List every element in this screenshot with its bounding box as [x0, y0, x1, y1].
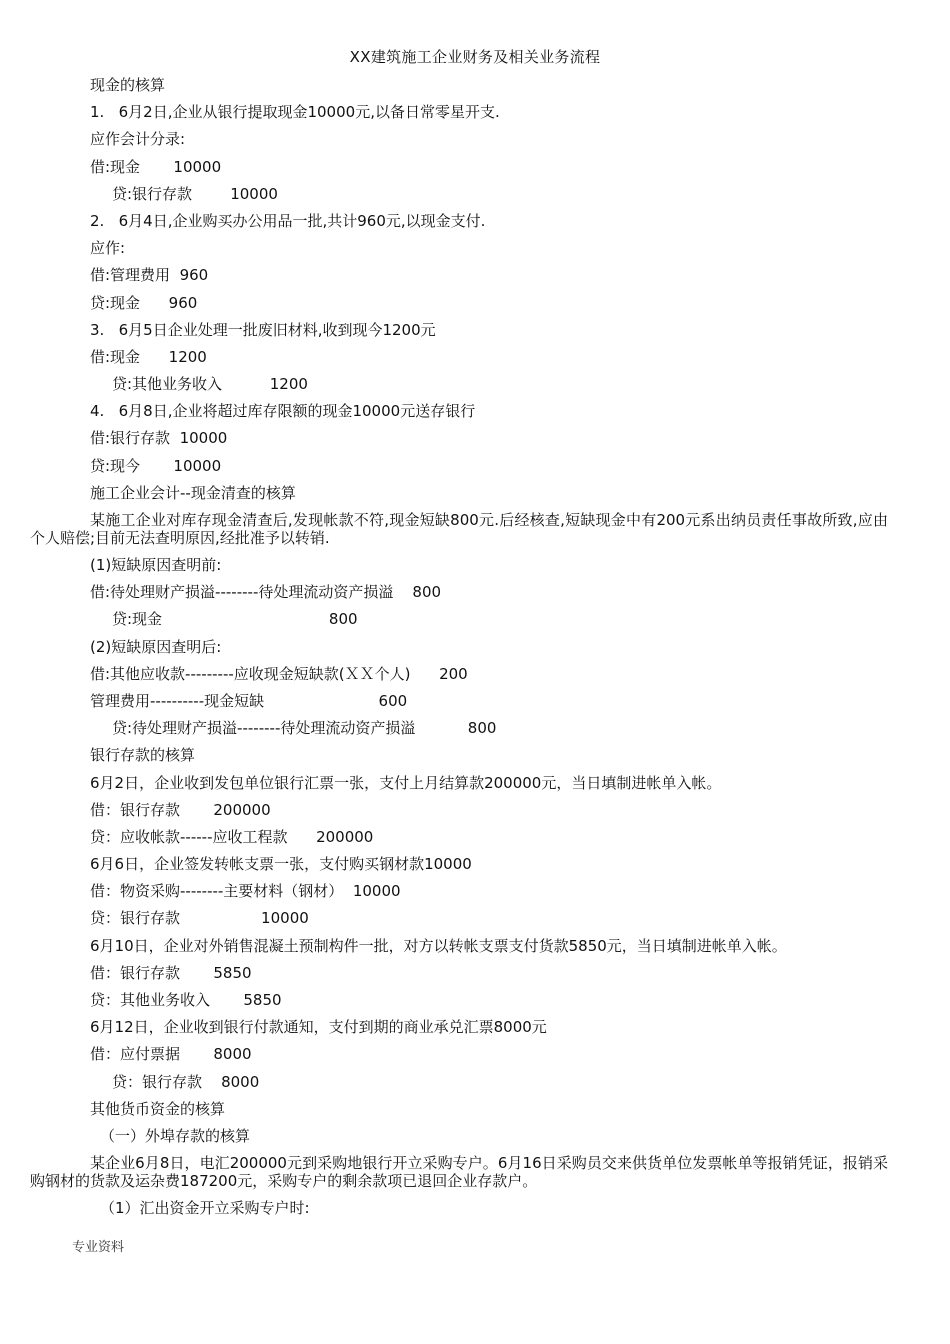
text-line: 应作: [90, 239, 126, 258]
debit-entry: 借:其他应收款---------应收现金短缺款(ＸＸ个人) 200 [90, 664, 468, 683]
debit-entry: 借：应付票据 8000 [90, 1045, 252, 1064]
text-line: 应作会计分录: [90, 130, 186, 149]
credit-entry: 贷:银行存款 10000 [112, 184, 278, 203]
text-line: 6月6日，企业签发转帐支票一张，支付购买钢材款10000 [90, 855, 472, 874]
credit-entry: 贷：银行存款 10000 [90, 909, 309, 928]
section-heading: 施工企业会计--现金清查的核算 [90, 483, 296, 502]
section-heading: 银行存款的核算 [90, 746, 196, 765]
credit-entry: 贷:其他业务收入 1200 [112, 375, 308, 394]
text-line: (1)短缺原因查明前: [90, 556, 222, 574]
debit-entry: 借:银行存款 10000 [90, 429, 228, 448]
paragraph: 某施工企业对库存现金清查后,发现帐款不符,现金短缺800元.后经核查,短缺现金中有200元系出纳员责任事故所致,应由个人赔偿;目前无法查明原因,经批准予以转销. [30, 511, 888, 547]
text-line: 6月2日，企业收到发包单位银行汇票一张，支付上月结算款200000元，当日填制进帐单入帐。 [90, 773, 722, 792]
text-line: （1）汇出资金开立采购专户时: [100, 1199, 310, 1218]
debit-entry: 借：物资采购--------主要材料（钢材） 10000 [90, 882, 401, 901]
credit-entry: 贷：银行存款 8000 [112, 1072, 260, 1091]
document-body [0, 72, 950, 1222]
debit-entry: 借:现金 1200 [90, 347, 207, 366]
text-line: 1. 6月2日,企业从银行提取现金10000元,以备日常零星开支. [90, 103, 500, 122]
text-line: (2)短缺原因查明后: [90, 637, 222, 656]
debit-entry: 借:管理费用 960 [90, 266, 209, 285]
debit-entry: 借：银行存款 5850 [90, 963, 252, 982]
credit-entry: 贷：应收帐款------应收工程款 200000 [90, 827, 374, 846]
debit-entry: 借:现金 10000 [90, 157, 222, 176]
text-line: 3. 6月5日企业处理一批废旧材料,收到现今1200元 [90, 320, 436, 339]
text-line: 2. 6月4日,企业购买办公用品一批,共计960元,以现金支付. [90, 211, 486, 230]
credit-entry: 贷:现金 800 [112, 610, 358, 629]
page-footer: 专业资料 [72, 1240, 125, 1255]
paragraph: 某企业6月8日，电汇200000元到采购地银行开立采购专户。6月16日采购员交来供货单位发票帐单等报销凭证，报销采购钢材的货款及运杂费187200元，采购专户的剩余款项已退回企业存款户。 [30, 1154, 888, 1191]
text-line: 4. 6月8日,企业将超过库存限额的现金10000元送存银行 [90, 402, 476, 421]
credit-entry: 贷：其他业务收入 5850 [90, 991, 282, 1009]
credit-entry: 贷:待处理财产损溢--------待处理流动资产损溢 800 [112, 719, 497, 738]
text-line: 6月12日，企业收到银行付款通知，支付到期的商业承兑汇票8000元 [90, 1018, 547, 1037]
document-title: XX建筑施工企业财务及相关业务流程 [349, 48, 601, 66]
debit-entry: 借:待处理财产损溢--------待处理流动资产损溢 800 [90, 583, 442, 602]
subsection-heading: （一）外埠存款的核算 [100, 1126, 251, 1145]
debit-entry: 借：银行存款 200000 [90, 800, 271, 819]
credit-entry: 贷:现金 960 [90, 293, 198, 312]
section-heading: 其他货币资金的核算 [90, 1099, 226, 1118]
debit-entry: 管理费用----------现金短缺 600 [90, 691, 408, 710]
text-line: 6月10日，企业对外销售混凝土预制构件一批，对方以转帐支票支付货款5850元，当日填制进帐单入帐。 [90, 936, 787, 955]
section-heading: 现金的核算 [90, 76, 166, 94]
credit-entry: 贷:现今 10000 [90, 456, 222, 475]
